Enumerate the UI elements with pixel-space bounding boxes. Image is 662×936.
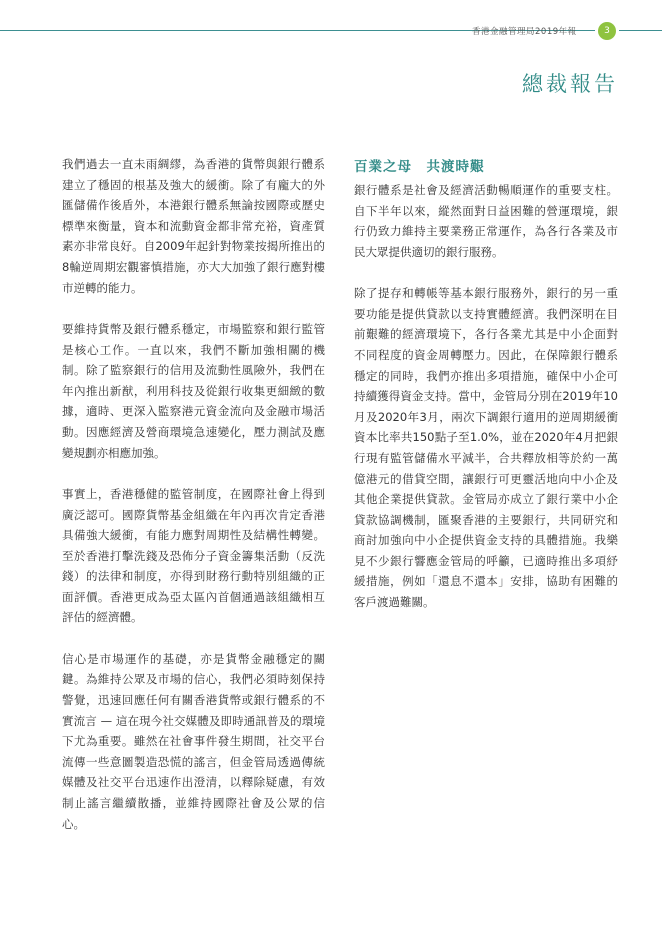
paragraph: 銀行體系是社會及經濟活動暢順運作的重要支柱。自下半年以來，縱然面對日益困難的營運環境，銀行仍致力維持主要業務正常運作，為各行各業及市民大眾提供適切的銀行服務。 <box>354 183 618 259</box>
section-heading: 百業之母 共渡時艱 <box>354 159 485 175</box>
paragraph: 事實上，香港穩健的監管制度，在國際社會上得到廣泛認可。國際貨幣基金組織在年內再次肯定香港具備強大緩衝，有能力應對周期性及結構性轉變。至於香港打擊洗錢及恐佈分子資金籌集活動（反洗錢）的法律和制度，亦得到財務行動特別組織的正面評價。香港更成為亞太區內首個通過該組織相互評估的經濟體。 <box>62 486 325 625</box>
paragraph: 除了提存和轉帳等基本銀行服務外，銀行的另一重要功能是提供貸款以支持實體經濟。我們深明在目前艱難的經濟環境下，各行各業尤其是中小企面對不同程度的資金周轉壓力。因此，在保障銀行體系穩定的同時，我們亦推出多項措施，確保中小企可持續獲得資金支持。當中，金管局分別在2019年10月及2020年3月，兩次下調銀行適用的逆周期緩衝資本比率共150點子至1.0%，並在2020年4月把銀行現有監管儲備水平減半，合共釋放相等於約一萬億港元的借貸空間，讓銀行可更靈活地向中小企及其他企業提供貸款。金管局亦成立了銀行業中小企貸款協調機制，匯聚香港的主要銀行，共同研究和商討加強向中小企提供資金支持的具體措施。我樂見不少銀行響應金管局的呼籲，已適時推出多項紓緩措施，例如「還息不還本」安排，協助有困難的客戶渡過難關。 <box>354 286 618 610</box>
paragraph: 我們過去一直未雨綢繆，為香港的貨幣與銀行體系建立了穩固的根基及強大的緩衝。除了有龐大的外匯儲備作後盾外，本港銀行體系無論按國際或歷史標準來衡量，資本和流動資金都非常充裕，資產質素亦非常良好。自2009年起針對物業按揭所推出的8輪逆周期宏觀審慎措施，亦大大加強了銀行應對樓市逆轉的能力。 <box>62 157 325 295</box>
publication-title: 香港金融管理局2019年報 <box>472 27 577 37</box>
header-rule-right <box>619 30 662 31</box>
paragraph: 要維持貨幣及銀行體系穩定，市場監察和銀行監管是核心工作。一直以來，我們不斷加強相關的機制。除了監察銀行的信用及流動性風險外，我們在年內推出新猷，利用科技及從銀行收集更細緻的數據，適時、更深入監察港元資金流向及金融市場活動。因應經濟及營商環境急速變化，壓力測試及應變規劃亦相應加強。 <box>62 321 325 460</box>
page-title: 總裁報告 <box>522 72 618 96</box>
paragraph: 信心是市場運作的基礎，亦是貨幣金融穩定的關鍵。為維持公眾及市場的信心，我們必須時刻保持警覺，迅速回應任何有關香港貨幣或銀行體系的不實流言 — 這在現今社交媒體及即時通訊普及的環境下尤為重要。雖然在社會事件發生期間，社交平台流傳一些意圖製造恐慌的謠言，但金管局透過傳統媒體及社交平台迅速作出澄清，以釋除疑慮，有效制止謠言繼續散播，並維持國際社會及公眾的信心。 <box>62 651 325 831</box>
right-column <box>354 180 618 633</box>
left-column <box>62 154 325 855</box>
page-number-badge: 3 <box>598 22 616 40</box>
